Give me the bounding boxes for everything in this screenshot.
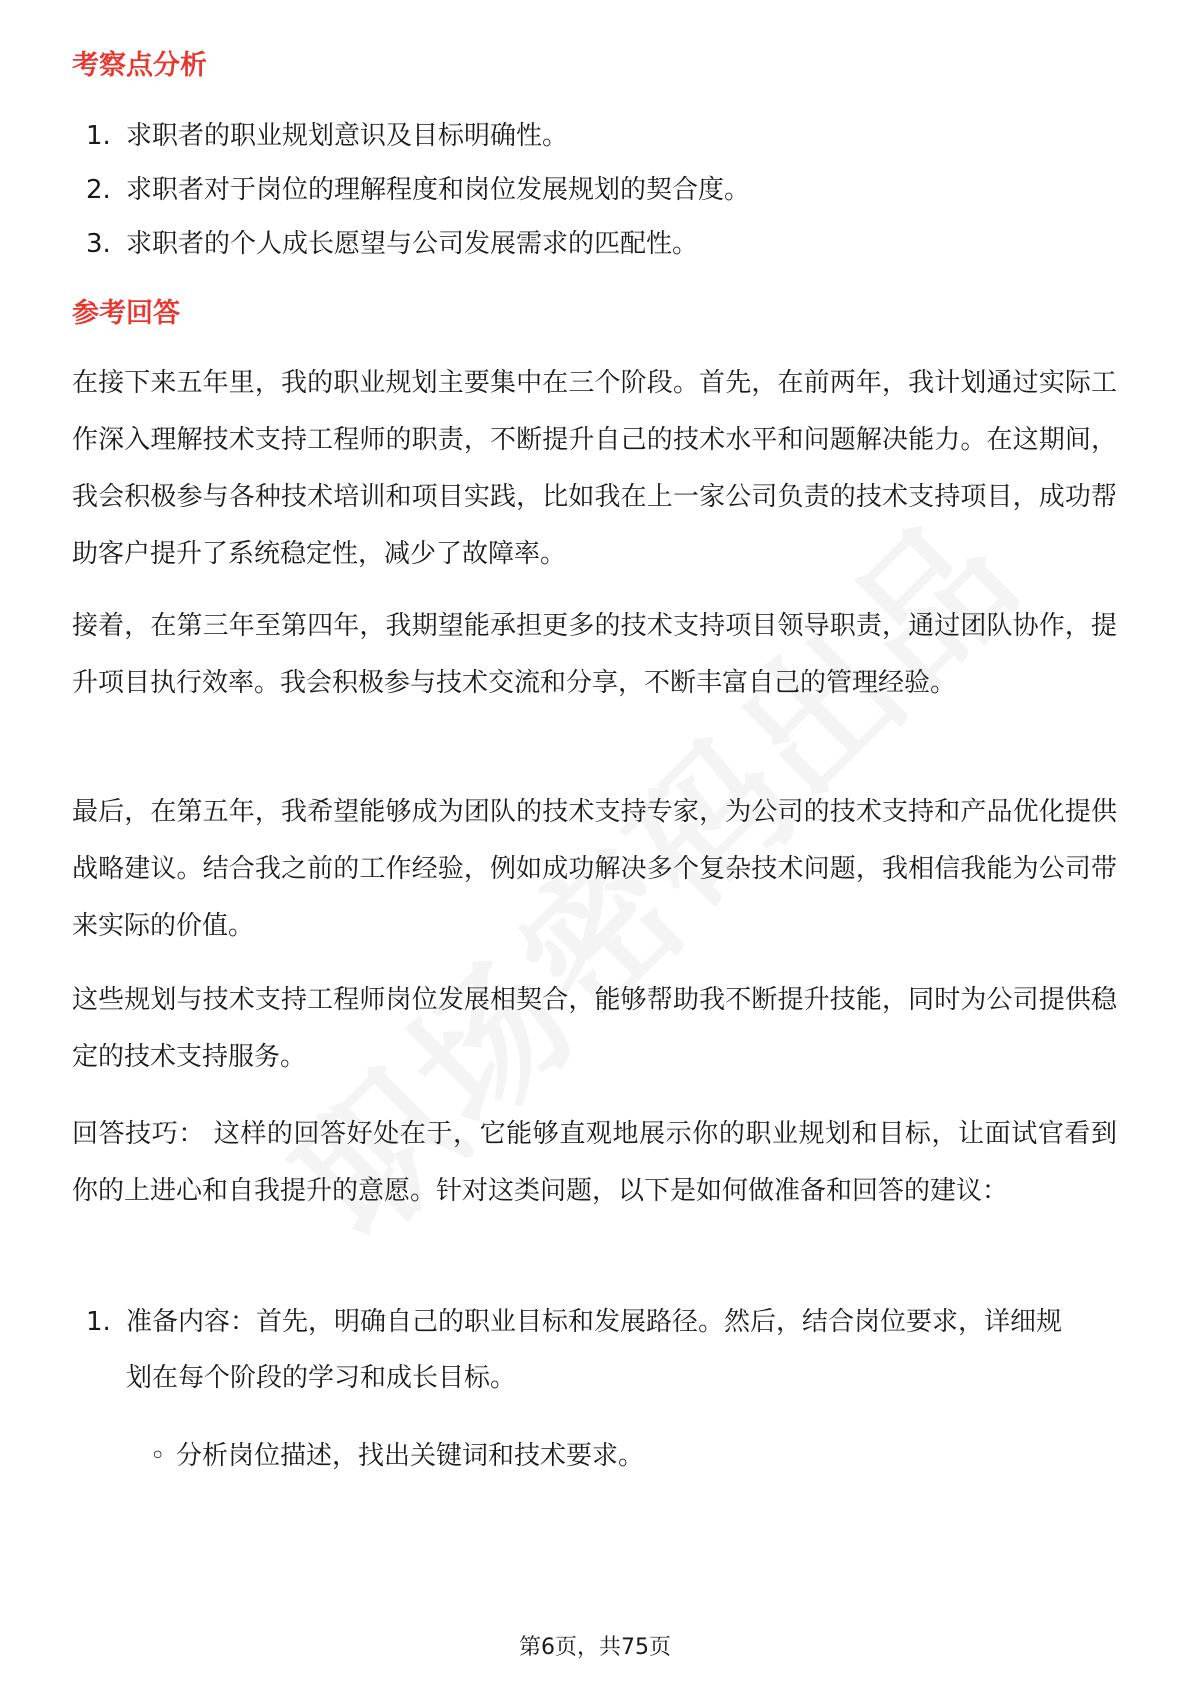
- list-number: 1.: [86, 1307, 111, 1337]
- sub-bullet-1: [150, 1428, 644, 1484]
- list-number: 1.: [86, 121, 111, 151]
- answer-paragraph-1: 在接下来五年里，我的职业规划主要集中在三个阶段。首先，在前两年，我计划通过实际工作深入理解技术支持工程师的职责，不断提升自己的技术水平和问题解决能力。在这期间，我会积极参与各种技术培训和项目实践，比如我在上一家公司负责的技术支持项目，成功帮助客户提升了系统稳定性，减少了故障率。: [72, 368, 1117, 569]
- bullet-text: 分析岗位描述，找出关键词和技术要求。: [176, 1441, 645, 1471]
- tips-paragraph: 回答技巧： 这样的回答好处在于，它能够直观地展示你的职业规划和目标，让面试官看到你的上进心和自我提升的意愿。针对这类问题，以下是如何做准备和回答的建议：: [72, 1119, 1117, 1206]
- answer-paragraph-2: 接着，在第三年至第四年，我期望能承担更多的技术支持项目领导职责，通过团队协作，提升项目执行效率。我会积极参与技术交流和分享，不断丰富自己的管理经验。: [72, 611, 1117, 698]
- answer-paragraph-3: 最后，在第五年，我希望能够成为团队的技术支持专家，为公司的技术支持和产品优化提供战略建议。结合我之前的工作经验，例如成功解决多个复杂技术问题，我相信我能为公司带来实际的价值。: [72, 797, 1117, 941]
- section-title-analysis: 考察点分析: [72, 50, 207, 81]
- list-text: 准备内容：首先，明确自己的职业目标和发展路径。然后，结合岗位要求，详细规划在每个阶段的学习和成长目标。: [126, 1307, 1063, 1393]
- list-text: 求职者的个人成长愿望与公司发展需求的匹配性。: [126, 229, 699, 259]
- page-footer: 第6页，共75页: [519, 1635, 671, 1660]
- bullet-circle-icon: ◦: [150, 1441, 166, 1471]
- list-text: 求职者对于岗位的理解程度和岗位发展规划的契合度。: [126, 175, 751, 205]
- section-title-answer: 参考回答: [72, 298, 180, 329]
- list-text: 求职者的职业规划意识及目标明确性。: [126, 121, 569, 151]
- list-number: 3.: [86, 229, 111, 259]
- list-number: 2.: [86, 175, 111, 205]
- answer-paragraph-4: 这些规划与技术支持工程师岗位发展相契合，能够帮助我不断提升技能，同时为公司提供稳定的技术支持服务。: [72, 985, 1117, 1072]
